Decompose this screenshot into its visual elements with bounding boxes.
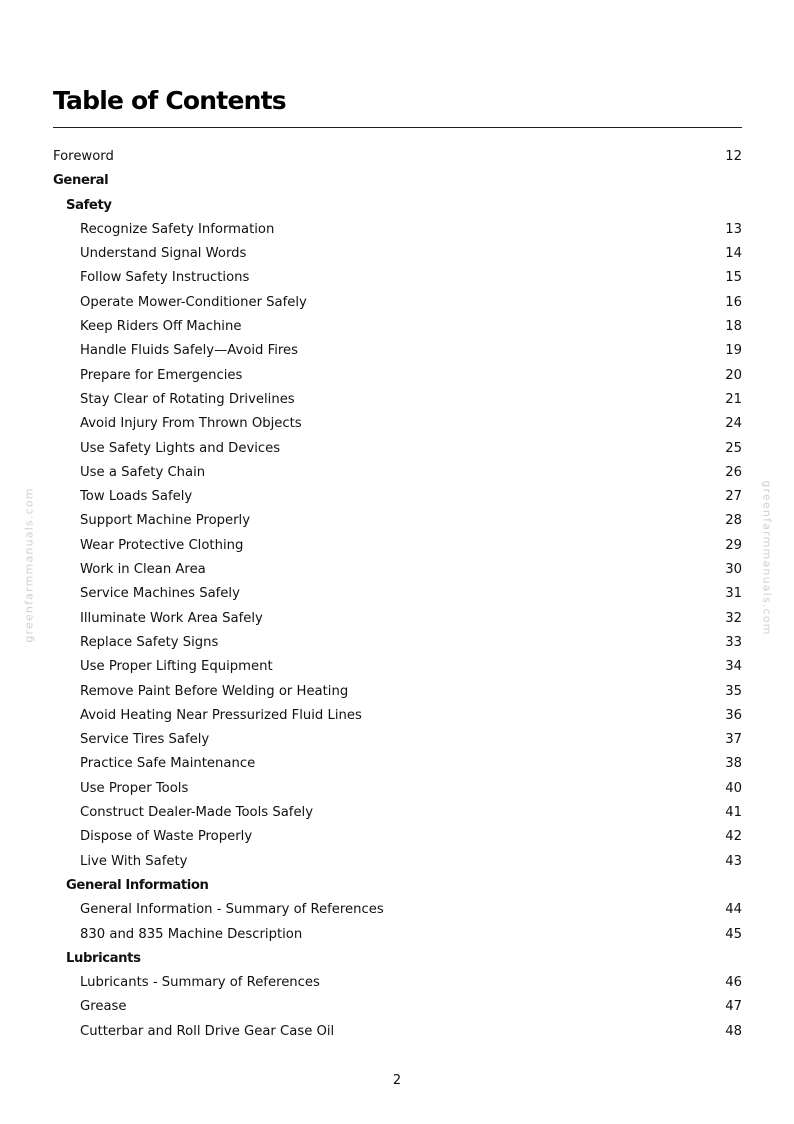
toc-entry[interactable] [53,801,742,825]
toc-entry-label: Support Machine Properly [80,513,251,529]
toc-entry[interactable] [53,339,742,363]
toc-entry[interactable] [53,388,742,412]
toc-entry-label: Use a Safety Chain [80,464,206,480]
toc-entry-label: Avoid Heating Near Pressurized Fluid Lines [80,707,362,723]
toc-entry-page: 41 [725,805,742,821]
toc-entry[interactable] [53,1020,742,1044]
toc-entry-label: Grease [80,999,127,1015]
page-number: 2 [392,1073,402,1088]
toc-entry-label: Keep Riders Off Machine [80,319,242,335]
toc-entry[interactable] [53,437,742,461]
toc-entry-page: 36 [725,707,742,723]
toc-entry-label: 830 and 835 Machine Description [80,926,303,942]
watermark-left: greenfarmmanuals.com [22,487,36,643]
toc-entry-label: Use Proper Lifting Equipment [80,659,273,675]
toc-entry[interactable] [53,485,742,509]
toc-entry[interactable] [53,607,742,631]
toc-entry-page: 45 [725,926,742,942]
toc-entry-label: Safety [66,197,112,213]
toc-entry-page: 35 [725,683,742,699]
toc-entry-page: 47 [725,999,742,1015]
toc-entry-label: Live With Safety [80,853,188,869]
toc-entry[interactable] [53,412,742,436]
toc-entry-page: 43 [725,853,742,869]
toc-entry-page: 44 [725,902,742,918]
toc-entry-label: General Information - Summary of References [80,902,384,918]
toc-entry[interactable] [53,850,742,874]
toc-entry-label: Avoid Injury From Thrown Objects [80,416,302,432]
toc-entry[interactable] [53,704,742,728]
toc-entry-label: Tow Loads Safely [80,489,193,505]
toc-entry-page: 29 [725,537,742,553]
toc-entry-page: 30 [725,562,742,578]
toc-entry-page: 42 [725,829,742,845]
toc-entry-page: 19 [725,343,742,359]
toc-entry-page: 31 [725,586,742,602]
toc-entry-page: 26 [725,464,742,480]
page-title: Table of Contents [53,86,286,115]
toc-entry-label: Lubricants - Summary of References [80,975,320,991]
toc-entry[interactable] [53,534,742,558]
toc-entry-page: 38 [725,756,742,772]
toc-entry-page: 48 [725,1023,742,1039]
toc-entry[interactable] [53,145,742,169]
toc-entry-page: 27 [725,489,742,505]
toc-entry-label: Handle Fluids Safely—Avoid Fires [80,343,299,359]
toc-entry-label: Operate Mower-Conditioner Safely [80,294,307,310]
toc-entry[interactable] [53,291,742,315]
toc-entry[interactable] [53,752,742,776]
toc-entry-label: Follow Safety Instructions [80,270,250,286]
toc-entry[interactable] [53,218,742,242]
toc-entry-page: 20 [725,367,742,383]
toc-entry-label: Cutterbar and Roll Drive Gear Case Oil [80,1023,335,1039]
toc-entry[interactable] [53,266,742,290]
toc-entry-label: Remove Paint Before Welding or Heating [80,683,349,699]
toc-entry[interactable] [53,923,742,947]
toc-entry-label: Understand Signal Words [80,246,247,262]
toc-entry-page: 21 [725,391,742,407]
toc-entry[interactable] [53,995,742,1019]
toc-section-heading [53,947,742,971]
toc-entry-label: Service Machines Safely [80,586,240,602]
toc-entry-page: 37 [725,732,742,748]
toc-entry-label: Service Tires Safely [80,732,210,748]
toc-entry[interactable] [53,364,742,388]
toc-entry[interactable] [53,825,742,849]
toc-entry[interactable] [53,315,742,339]
toc-section-heading [53,169,742,193]
toc-entry-page: 46 [725,975,742,991]
toc-entry-label: Foreword [53,149,114,164]
watermark-right: greenfarmmanuals.com [760,480,774,636]
toc-entry[interactable] [53,971,742,995]
toc-entry-label: General [53,173,109,189]
toc-entry[interactable] [53,655,742,679]
toc-entry-label: Dispose of Waste Properly [80,829,253,845]
toc-entry-label: Wear Protective Clothing [80,537,244,553]
toc-entry-page: 13 [725,221,742,237]
toc-entry-page: 12 [725,149,742,164]
toc-entry[interactable] [53,461,742,485]
toc-entry-label: Use Safety Lights and Devices [80,440,281,456]
toc-section-heading [53,874,742,898]
toc-entry-page: 28 [725,513,742,529]
toc-entry[interactable] [53,242,742,266]
toc-section-heading [53,194,742,218]
toc-entry[interactable] [53,582,742,606]
toc-entry-page: 16 [725,294,742,310]
toc-entry-label: Stay Clear of Rotating Drivelines [80,391,295,407]
toc-entry[interactable] [53,777,742,801]
toc-entry-page: 40 [725,780,742,796]
toc-entry-label: Construct Dealer-Made Tools Safely [80,805,314,821]
toc-entry-label: Prepare for Emergencies [80,367,243,383]
toc-entry[interactable] [53,680,742,704]
toc-entry-page: 24 [725,416,742,432]
toc-entry-page: 15 [725,270,742,286]
toc-entry[interactable] [53,509,742,533]
toc-entry-page: 25 [725,440,742,456]
toc-entry-label: Practice Safe Maintenance [80,756,256,772]
toc-entry-page: 32 [725,610,742,626]
toc-entry-label: Work in Clean Area [80,562,206,578]
table-of-contents [53,145,742,1044]
title-divider [53,127,742,128]
toc-entry[interactable] [53,631,742,655]
toc-entry-label: General Information [66,877,209,893]
toc-entry-page: 34 [725,659,742,675]
toc-entry-label: Replace Safety Signs [80,634,219,650]
toc-entry-page: 33 [725,634,742,650]
toc-entry-label: Use Proper Tools [80,780,189,796]
toc-entry[interactable] [53,898,742,922]
toc-entry-page: 18 [725,319,742,335]
toc-entry[interactable] [53,728,742,752]
toc-entry-label: Recognize Safety Information [80,221,275,237]
toc-entry-label: Lubricants [66,950,141,966]
toc-entry-label: Illuminate Work Area Safely [80,610,263,626]
toc-entry-page: 14 [725,246,742,262]
toc-entry[interactable] [53,558,742,582]
